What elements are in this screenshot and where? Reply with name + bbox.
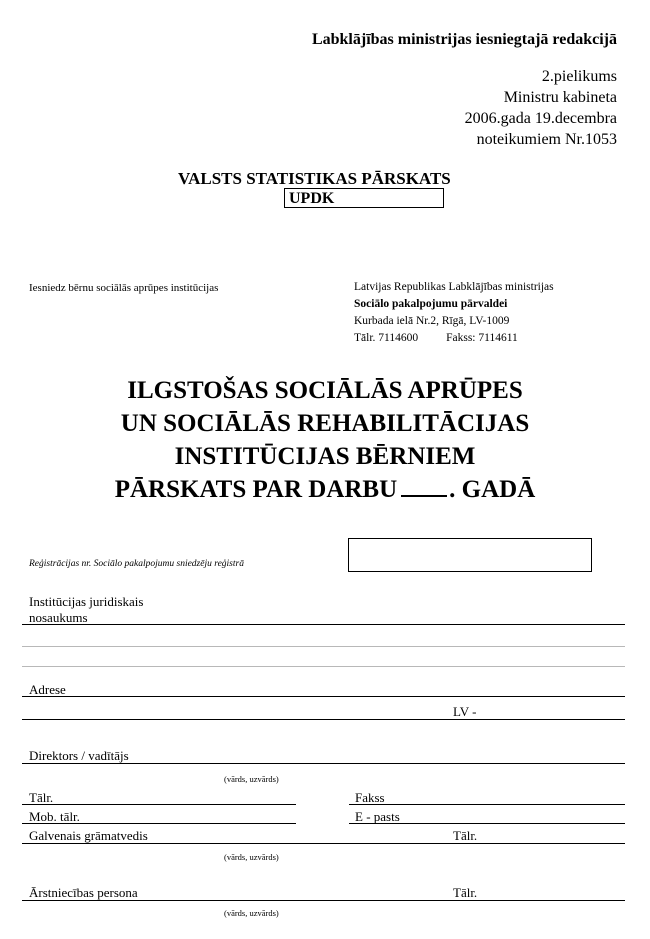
main-title xyxy=(0,374,650,506)
year-blank[interactable] xyxy=(401,475,447,497)
title-line-4-suffix: . GADĀ xyxy=(449,476,536,503)
annex-line: 2006.gada 19.decembra xyxy=(464,110,617,127)
legal-name-label-2: nosaukums xyxy=(29,610,88,625)
annex-line: 2.pielikums xyxy=(541,68,617,85)
title-line-4 xyxy=(0,473,650,506)
director-label: Direktors / vadītājs xyxy=(29,748,129,763)
medical-person-field[interactable] xyxy=(22,900,625,901)
email-label: E - pasts xyxy=(355,809,400,824)
legal-name-label: Institūcijas juridiskais xyxy=(29,594,144,609)
accountant-name-hint: (vārds, uzvārds) xyxy=(224,852,279,862)
recipient-address: Kurbada ielā Nr.2, Rīgā, LV-1009 xyxy=(354,315,510,327)
director-field[interactable] xyxy=(22,763,625,764)
report-type-title: VALSTS STATISTIKAS PĀRSKATS xyxy=(178,169,451,188)
phone-label: Tālr. xyxy=(29,790,54,805)
recipient-ministry: Latvijas Republikas Labklājības ministrijas xyxy=(354,281,554,293)
recipient-department: Sociālo pakalpojumu pārvaldei xyxy=(354,298,508,310)
recipient-contacts xyxy=(354,330,554,347)
recipient-fax: Fakss: 7114611 xyxy=(446,332,518,344)
registration-label: Reģistrācijas nr. Sociālo pakalpojumu sniedzēju reģistrā xyxy=(29,559,244,569)
accountant-phone-label: Tālr. xyxy=(453,828,478,843)
recipient-phone: Tālr. 7114600 xyxy=(354,332,419,344)
address-field[interactable] xyxy=(22,696,625,697)
address-field-line-2[interactable] xyxy=(22,719,625,720)
medical-name-hint: (vārds, uzvārds) xyxy=(224,908,279,918)
title-line-3: INSTITŪCIJAS BĒRNIEM xyxy=(174,443,476,470)
title-line-4-prefix: PĀRSKATS PAR DARBU xyxy=(114,476,398,503)
address-label: Adrese xyxy=(29,682,66,697)
annex-line: noteikumiem Nr.1053 xyxy=(476,131,617,148)
email-field[interactable] xyxy=(349,823,625,824)
postal-code-label: LV - xyxy=(453,704,477,719)
accountant-field[interactable] xyxy=(22,843,625,844)
annex-reference xyxy=(465,66,617,150)
director-name-hint: (vārds, uzvārds) xyxy=(224,774,279,784)
registration-number-field[interactable] xyxy=(348,538,592,572)
annex-line: Ministru kabineta xyxy=(503,89,617,106)
report-code-box: UPDK xyxy=(284,188,444,208)
submitter-text: Iesniedz bērnu sociālās aprūpes institūcijas xyxy=(29,282,219,294)
fax-field[interactable] xyxy=(349,804,625,805)
legal-name-field-line-3[interactable] xyxy=(22,666,625,667)
medical-person-label: Ārstniecības persona xyxy=(29,885,138,900)
legal-name-field[interactable] xyxy=(22,624,625,625)
medical-phone-label: Tālr. xyxy=(453,885,478,900)
title-line-2: UN SOCIĀLĀS REHABILITĀCIJAS xyxy=(120,410,530,437)
accountant-label: Galvenais grāmatvedis xyxy=(29,828,148,843)
title-line-1: ILGSTOŠAS SOCIĀLĀS APRŪPES xyxy=(127,377,523,404)
fax-label: Fakss xyxy=(355,790,385,805)
phone-field[interactable] xyxy=(22,804,296,805)
edition-note: Labklājības ministrijas iesniegtajā redakcijā xyxy=(311,31,617,48)
recipient-block xyxy=(354,279,554,347)
mobile-label: Mob. tālr. xyxy=(29,809,80,824)
mobile-field[interactable] xyxy=(22,823,296,824)
legal-name-field-line-2[interactable] xyxy=(22,646,625,647)
